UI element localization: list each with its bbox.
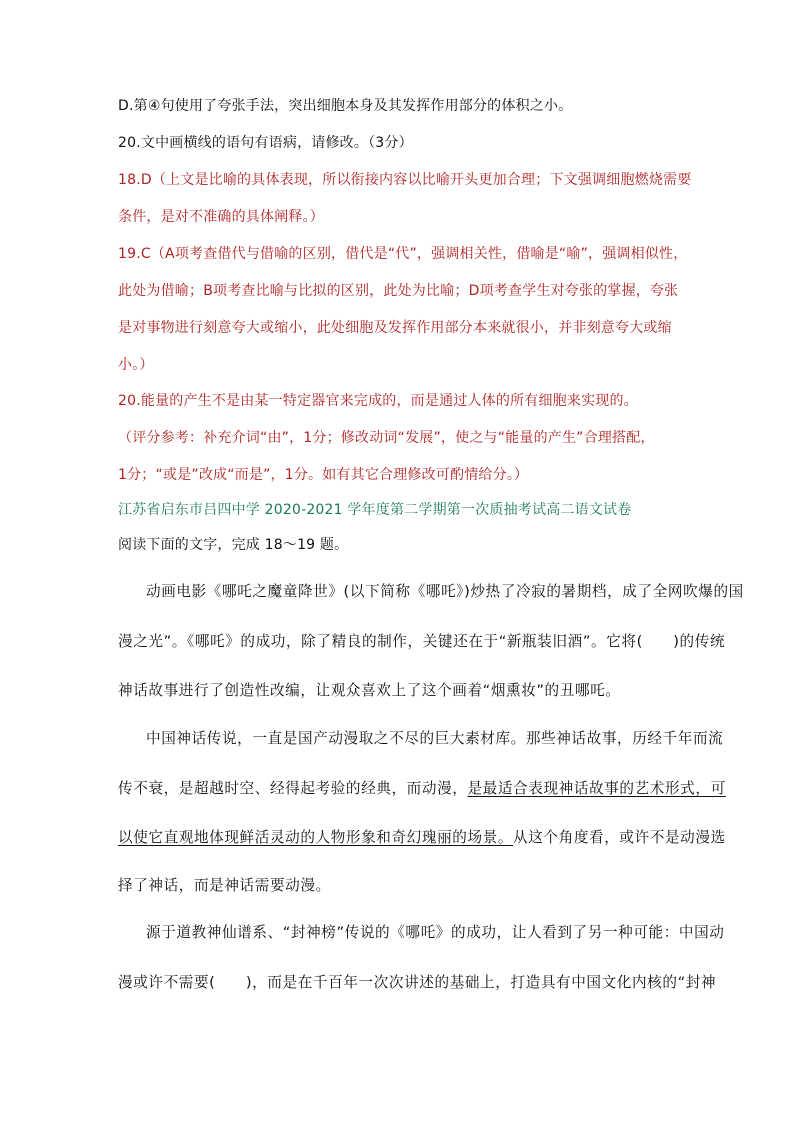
reading-instruction: 阅读下面的文字，完成 18～19 题。 [118,537,349,553]
score-note-line-2: 1分；“或是”改成“而是”，1分。如有其它合理修改可酌情给分。） [118,467,529,483]
answer-19-line-4: 小。） [118,357,154,373]
underlined-sentence-part-1: 是最适合表现神话故事的艺术形式，可 [467,780,726,797]
answer-18-line-2: 条件，是对不准确的具体阐释。） [118,209,324,225]
passage-p2-line-3-plain: 从这个角度看，或许不是动漫选 [513,829,726,846]
answer-19-line-1: 19.C（A项考查借代与借喻的区别，借代是“代”，强调相关性，借喻是“喻”，强调相似性， [118,246,688,262]
passage-p3-line-1: 源于道教神仙谱系、“封神榜”传说的《哪吒》的成功，让人看到了另一种可能：中国动 [146,924,725,941]
passage-p2-line-2 [118,779,726,799]
passage-p1-line-3: 神话故事进行了创造性改编，让观众喜欢上了这个画着“烟熏妆”的丑哪吒。 [118,682,621,699]
passage-p2-line-4: 择了神话，而是神话需要动漫。 [118,877,331,894]
passage-p1-line-2: 漫之光”。《哪吒》的成功，除了精良的制作，关键还在于“新瓶装旧酒”。它将( )的传统 [118,633,726,650]
source-title: 江苏省启东市吕四中学 2020-2021 学年度第二学期第一次质抽考试高二语文试卷 [118,502,632,518]
answer-20-line: 20.能量的产生不是由某一特定器官来完成的，而是通过人体的所有细胞来实现的。 [118,393,638,409]
answer-18-line-1: 18.D（上文是比喻的具体表现，所以衔接内容以比喻开头更加合理；下文强调细胞燃烧需要 [118,172,692,188]
option-d-line: D.第④句使用了夸张手法，突出细胞本身及其发挥作用部分的体积之小。 [118,98,573,114]
passage-p2-line-1: 中国神话传说，一直是国产动漫取之不尽的巨大素材库。那些神话故事，历经千年而流 [146,730,724,747]
question-20-line: 20.文中画横线的语句有语病，请修改。（3分） [118,135,413,151]
score-note-line-1: （评分参考：补充介词“由”，1分；修改动词“发展”，使之与“能量的产生”合理搭配， [118,430,655,446]
passage-p1-line-1: 动画电影《哪吒之魔童降世》(以下简称《哪吒》)炒热了冷寂的暑期档，成了全网吹爆的国 [146,583,744,600]
passage-p3-line-2: 漫或许不需要( )，而是在千百年一次次讲述的基础上，打造具有中国文化内核的“封神 [118,974,717,991]
answer-19-line-2: 此处为借喻；B项考查比喻与比拟的区别，此处为比喻；D项考查学生对夸张的掌握，夸张 [118,283,679,299]
passage-p2-line-3 [118,828,726,848]
passage-p2-line-2-plain: 传不衰，是超越时空、经得起考验的经典，而动漫， [118,780,468,797]
answer-19-line-3: 是对事物进行刻意夸大或缩小，此处细胞及发挥作用部分本来就很小，并非刻意夸大或缩 [118,320,672,336]
underlined-sentence-part-2: 以使它直观地体现鲜活灵动的人物形象和奇幻瑰丽的场景。 [118,829,514,846]
